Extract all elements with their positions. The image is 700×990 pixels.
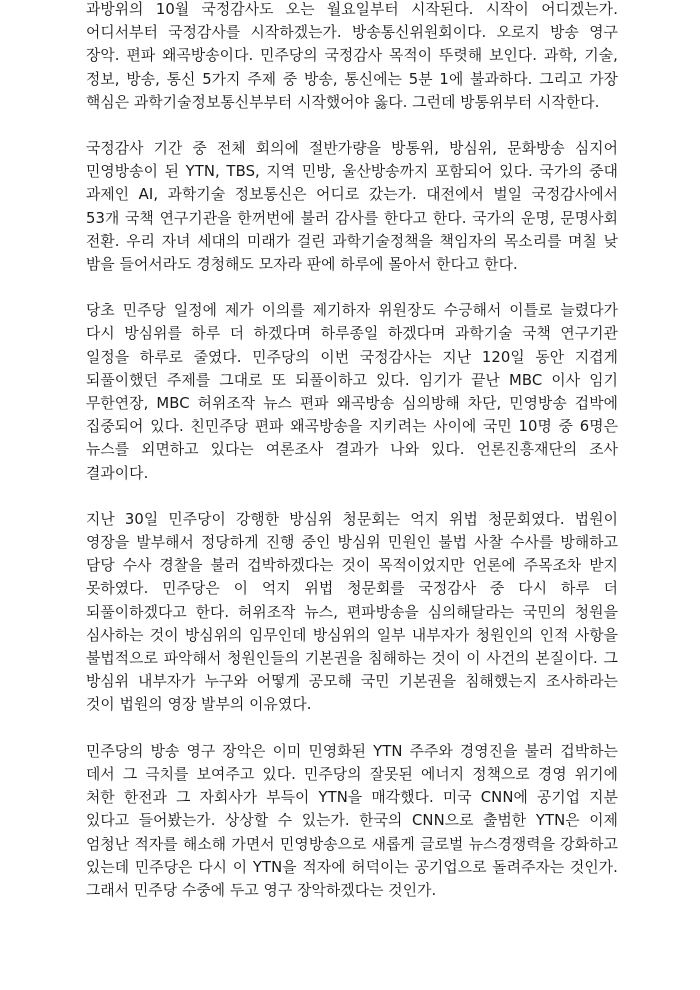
paragraph-5: 민주당의 방송 영구 장악은 이미 민영화된 YTN 주주와 경영진을 불러 겁박하는 데서 그 극치를 보여주고 있다. 민주당의 잘못된 에너지 정책으로 경영 위기에 처한 한전과 그 자회사가 부득이 YTN을 매각했다. 미국 CNN에 공기업 지분 있다고 들어봤는가. 상상할 수 있는가. 한국의 CNN으로 출범한 YTN은 이제 엄청난 적자를 해소해 가면서 민영방송으로 새롭게 글로벌 뉴스경쟁력을 강화하고 있는데 민주당은 다시 이 YTN을 적자에 허덕이는 공기업으로 돌려주자는 것인가. 그래서 민주당 수중에 두고 영구 장악하겠다는 것인가. xyxy=(86,742,618,899)
paragraph-3: 당초 민주당 일정에 제가 이의를 제기하자 위원장도 수긍해서 이틀로 늘렸다가 다시 방심위를 하루 더 하겠다며 하루종일 하겠다며 과학기술 국책 연구기관 일정을 하루로 줄였다. 민주당의 이번 국정감사는 지난 120일 동안 지겹게 되풀이했던 주제를 그대로 또 되풀이하고 있다. 임기가 끝난 MBC 이사 임기 무한연장, MBC 허위조작 뉴스 편파 왜곡방송 심의방해 차단, 민영방송 겁박에 집중되어 있다. 친민주당 편파 왜곡방송을 지키려는 사이에 국민 10명 중 6명은 뉴스를 외면하고 있다는 여론조사 결과가 나와 있다. 언론진흥재단의 조사 결과이다. xyxy=(86,302,618,482)
document-page xyxy=(86,0,618,925)
paragraph-4: 지난 30일 민주당이 강행한 방심위 청문회는 억지 위법 청문회였다. 법원이 영장을 발부해서 정당하게 진행 중인 방심위 민원인 불법 사찰 수사를 방해하고 담당 수사 경찰을 불러 겁박하겠다는 것이 목적이었지만 언론에 주목조차 받지 못하였다. 민주당은 이 억지 위법 청문회를 국정감사 중 다시 하루 더 되풀이하겠다고 한다. 허위조작 뉴스, 편파방송을 심의해달라는 국민의 청원을 심사하는 것이 방심위의 임무인데 방심위의 일부 내부자가 청원인의 인적 사항을 불법적으로 파악해서 청원인들의 기본권을 침해하는 것이 이 사건의 본질이다. 그 방심위 내부자가 누구와 어떻게 공모해 국민 기본권을 침해했는지 조사하라는 것이 법원의 영장 발부의 이유였다. xyxy=(86,510,618,714)
paragraph-1: 과방위의 10월 국정감사도 오는 월요일부터 시작된다. 시작이 어디겠는가. 어디서부터 국정감사를 시작하겠는가. 방송통신위원회이다. 오로지 방송 영구 장악. 편파 왜곡방송이다. 민주당의 국정감사 목적이 뚜렷해 보인다. 과학, 기술, 정보, 방송, 통신 5가지 주제 중 방송, 통신에는 5분 1에 불과하다. 그리고 가장 핵심은 과학기술정보통신부부터 시작했어야 옳다. 그런데 방통위부터 시작한다. xyxy=(86,1,618,111)
paragraph-2: 국정감사 기간 중 전체 회의에 절반가량을 방통위, 방심위, 문화방송 심지어 민영방송이 된 YTN, TBS, 지역 민방, 울산방송까지 포함되어 있다. 국가의 중대 과제인 AI, 과학기술 정보통신은 어디로 갔는가. 대전에서 벌일 국정감사에서 53개 국책 연구기관을 한꺼번에 불러 감사를 한다고 한다. 국가의 운명, 문명사회 전환. 우리 자녀 세대의 미래가 걸린 과학기술정책을 책임자의 목소리를 며칠 낮 밤을 들어서라도 경청해도 모자라 판에 하루에 몰아서 한다고 한다. xyxy=(86,140,618,274)
